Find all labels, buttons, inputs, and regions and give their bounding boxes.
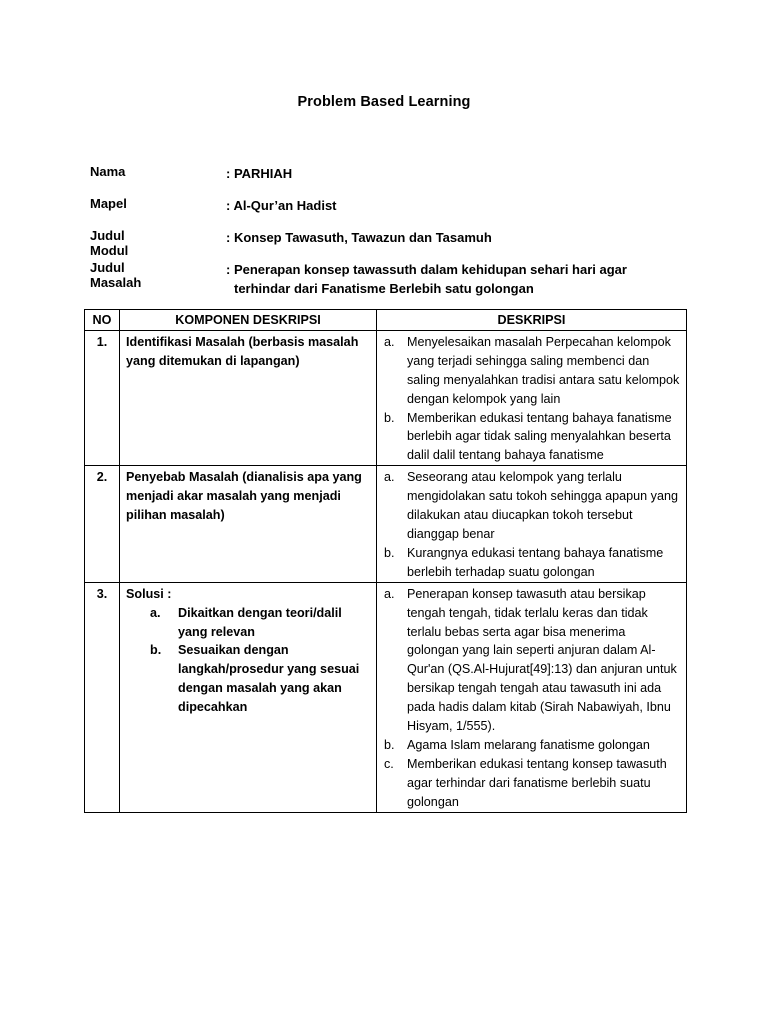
list-item-text: Sesuaikan dengan langkah/prosedur yang sesuai dengan masalah yang akan dipecahkan	[178, 643, 360, 715]
table-row	[85, 582, 687, 812]
table-row	[85, 466, 687, 582]
list-item	[383, 409, 680, 466]
list-marker: b.	[150, 643, 162, 658]
komponen-cell	[120, 582, 377, 812]
meta-value-line-2: terhindar dari Fanatisme Berlebih satu golongan	[234, 281, 534, 296]
list-marker: b.	[384, 410, 395, 425]
list-marker: a.	[150, 605, 161, 620]
header-no: NO	[85, 310, 120, 331]
meta-value: : Konsep Tawasuth, Tawazun dan Tasamuh	[226, 230, 492, 245]
list-item	[383, 333, 680, 409]
list-item	[383, 468, 680, 544]
deskripsi-cell	[377, 582, 687, 812]
list-item	[383, 755, 680, 812]
table-header-row	[85, 310, 687, 331]
meta-label: Judul Modul	[90, 228, 129, 258]
meta-value-line-1: : Penerapan konsep tawassuth dalam kehidupan sehari hari agar	[226, 262, 627, 277]
list-item	[383, 544, 680, 582]
meta-value: : PARHIAH	[226, 166, 293, 181]
row-number: 1.	[85, 330, 120, 465]
list-marker: a.	[384, 334, 395, 349]
list-item-text: Penerapan konsep tawasuth atau bersikap tengah tengah, tidak terlalu keras dan tidak terlalu bebas serta agar bisa menerima golongan yang lain seperti anjuran dalam Al-Qur'an (QS.Al-Hujurat[49]:13) dan anjuran untuk bersikap tengah tengah atau tawasuth ini ada pada hadis dalam kitab (Sirah Nabawiyah, Ibnu Hisyam, 1/555).	[407, 586, 677, 734]
row-number: 3.	[85, 582, 120, 812]
list-item	[383, 736, 680, 755]
list-item	[150, 641, 370, 717]
list-marker: b.	[384, 545, 395, 560]
page-title: Problem Based Learning	[297, 94, 471, 110]
meta-value: : Al-Qur’an Hadist	[226, 198, 337, 213]
list-item-text: Kurangnya edukasi tentang bahaya fanatisme berlebih terhadap suatu golongan	[407, 545, 664, 579]
komponen-cell: Identifikasi Masalah (berbasis masalah yang ditemukan di lapangan)	[120, 330, 377, 465]
list-item-text: Dikaitkan dengan teori/dalil yang relevan	[178, 605, 342, 639]
list-marker: c.	[384, 756, 394, 771]
deskripsi-cell	[377, 466, 687, 582]
list-item	[383, 585, 680, 736]
list-item-text: Memberikan edukasi tentang bahaya fanatisme berlebih agar tidak saling menyalahkan beserta dalil dalil tentang bahaya fanatisme	[407, 410, 672, 463]
list-marker: b.	[384, 737, 395, 752]
list-item	[150, 604, 370, 642]
list-item-text: Memberikan edukasi tentang konsep tawasuth agar terhindar dari fanatisme berlebih suatu golongan	[407, 756, 667, 809]
list-item-text: Menyelesaikan masalah Perpecahan kelompok yang terjadi sehingga saling membenci dan saling menyalahkan tradisi antara satu kelompok dengan kelompok yang lain	[407, 334, 680, 406]
table-row	[85, 330, 687, 465]
komponen-cell: Penyebab Masalah (dianalisis apa yang menjadi akar masalah yang menjadi pilihan masalah)	[120, 466, 377, 582]
list-marker: a.	[384, 470, 395, 485]
meta-label: Judul Masalah	[90, 260, 142, 290]
meta-label: Nama	[90, 164, 126, 179]
komponen-heading: Solusi :	[126, 586, 172, 601]
meta-label: Mapel	[90, 196, 127, 211]
list-item-text: Seseorang atau kelompok yang terlalu mengidolakan satu tokoh sehingga apapun yang dilakukan atau diucapkan tokoh tersebut dianggap benar	[407, 470, 678, 541]
meta-value	[226, 260, 646, 298]
header-komponen: KOMPONEN DESKRIPSI	[120, 310, 377, 331]
header-deskripsi: DESKRIPSI	[377, 310, 687, 331]
row-number: 2.	[85, 466, 120, 582]
pbl-table	[84, 309, 687, 813]
deskripsi-cell	[377, 330, 687, 465]
list-marker: a.	[384, 586, 395, 601]
list-item-text: Agama Islam melarang fanatisme golongan	[407, 737, 650, 752]
